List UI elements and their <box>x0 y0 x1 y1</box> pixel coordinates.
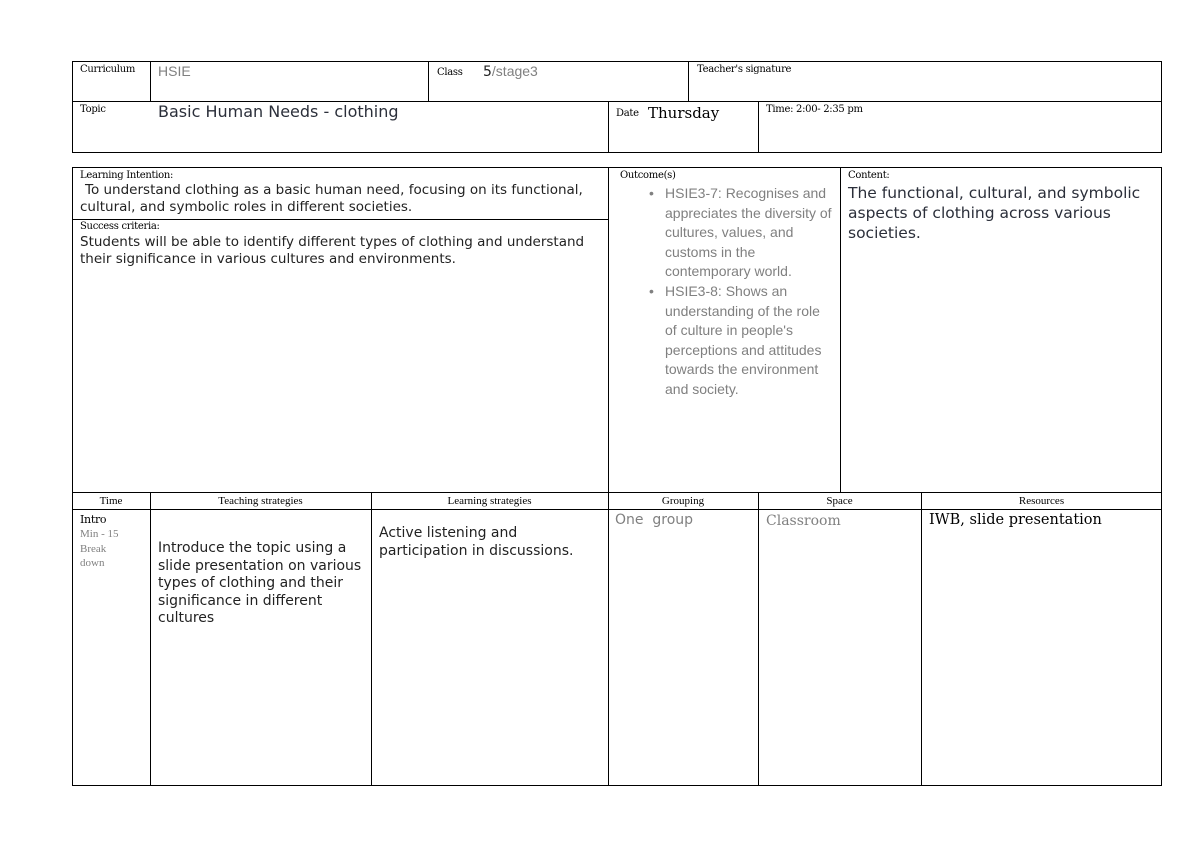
outcome-item <box>637 282 835 400</box>
time-line: down <box>80 557 105 569</box>
teaching-strategy-text: Introduce the topic using a slide presentation on various types of clothing and their significance in different cultures <box>158 540 362 626</box>
outcomes-list <box>637 184 835 400</box>
topic-label: Topic <box>80 104 106 115</box>
curriculum-value: HSIE <box>158 63 191 79</box>
bullet-icon: • <box>649 185 654 201</box>
header-divider-5 <box>758 101 759 153</box>
col-divider-teaching <box>371 492 372 786</box>
topic-value: Basic Human Needs - clothing <box>158 102 399 121</box>
learning-intention-text: To understand clothing as a basic human need, focusing on its functional, cultural, and symbolic roles in different societies. <box>80 182 583 215</box>
class-number: 5 <box>483 64 492 80</box>
success-criteria-text: Students will be able to identify different types of clothing and understand their significance in various cultures and environments. <box>80 234 585 267</box>
intent-divider <box>72 219 608 220</box>
date-value: Thursday <box>648 104 720 122</box>
header-divider-2 <box>428 61 429 101</box>
curriculum-label: Curriculum <box>80 64 136 75</box>
header-resources: Resources <box>1018 495 1065 507</box>
resources-text: IWB, slide presentation <box>929 512 1102 528</box>
learning-intention-label: Learning Intention: <box>80 170 174 181</box>
learning-strategy-text: Active listening and participation in discussions. <box>379 525 574 559</box>
header-grouping: Grouping <box>661 495 705 507</box>
outcomes-label: Outcome(s) <box>620 170 676 181</box>
outcome-item <box>637 184 835 282</box>
space-text: Classroom <box>766 513 841 529</box>
header-time: Time <box>99 495 123 507</box>
outcome-text: HSIE3-7: Recognises and appreciates the diversity of cultures, values, and customs in the contemporary world. <box>665 185 832 280</box>
content-divider <box>840 167 841 492</box>
header-space: Space <box>826 495 853 507</box>
time-title: Intro <box>80 513 107 526</box>
outcome-divider <box>608 167 609 786</box>
time-detail <box>80 527 119 571</box>
col-divider-grouping <box>758 492 759 786</box>
date-label: Date <box>616 108 639 119</box>
table-header-bottom <box>72 509 1162 510</box>
grouping-text: One group <box>615 512 694 528</box>
time-line: Break <box>80 542 107 555</box>
header-learning: Learning strategies <box>447 495 532 507</box>
header-divider-4 <box>608 101 609 153</box>
bullet-icon: • <box>649 282 654 299</box>
table-header-top <box>72 492 1162 493</box>
content-text: The functional, cultural, and symbolic aspects of clothing across various societies. <box>848 184 1141 242</box>
header-teaching: Teaching strategies <box>218 495 303 507</box>
content-label: Content: <box>848 170 890 181</box>
time-line: Min - 15 <box>80 528 119 540</box>
signature-label: Teacher's signature <box>697 64 792 75</box>
header-divider-1 <box>150 61 151 101</box>
class-value <box>483 63 538 81</box>
class-stage: /stage3 <box>491 63 538 79</box>
class-label: Class <box>437 67 463 78</box>
time-label: Time: 2:00- 2:35 pm <box>766 104 863 115</box>
header-divider-3 <box>688 61 689 101</box>
outcome-text: HSIE3-8: Shows an understanding of the role of culture in people's perceptions and attitudes towards the environment and society. <box>665 282 822 397</box>
col-divider-time <box>150 492 151 786</box>
col-divider-space <box>921 492 922 786</box>
success-criteria-label: Success criteria: <box>80 221 160 232</box>
